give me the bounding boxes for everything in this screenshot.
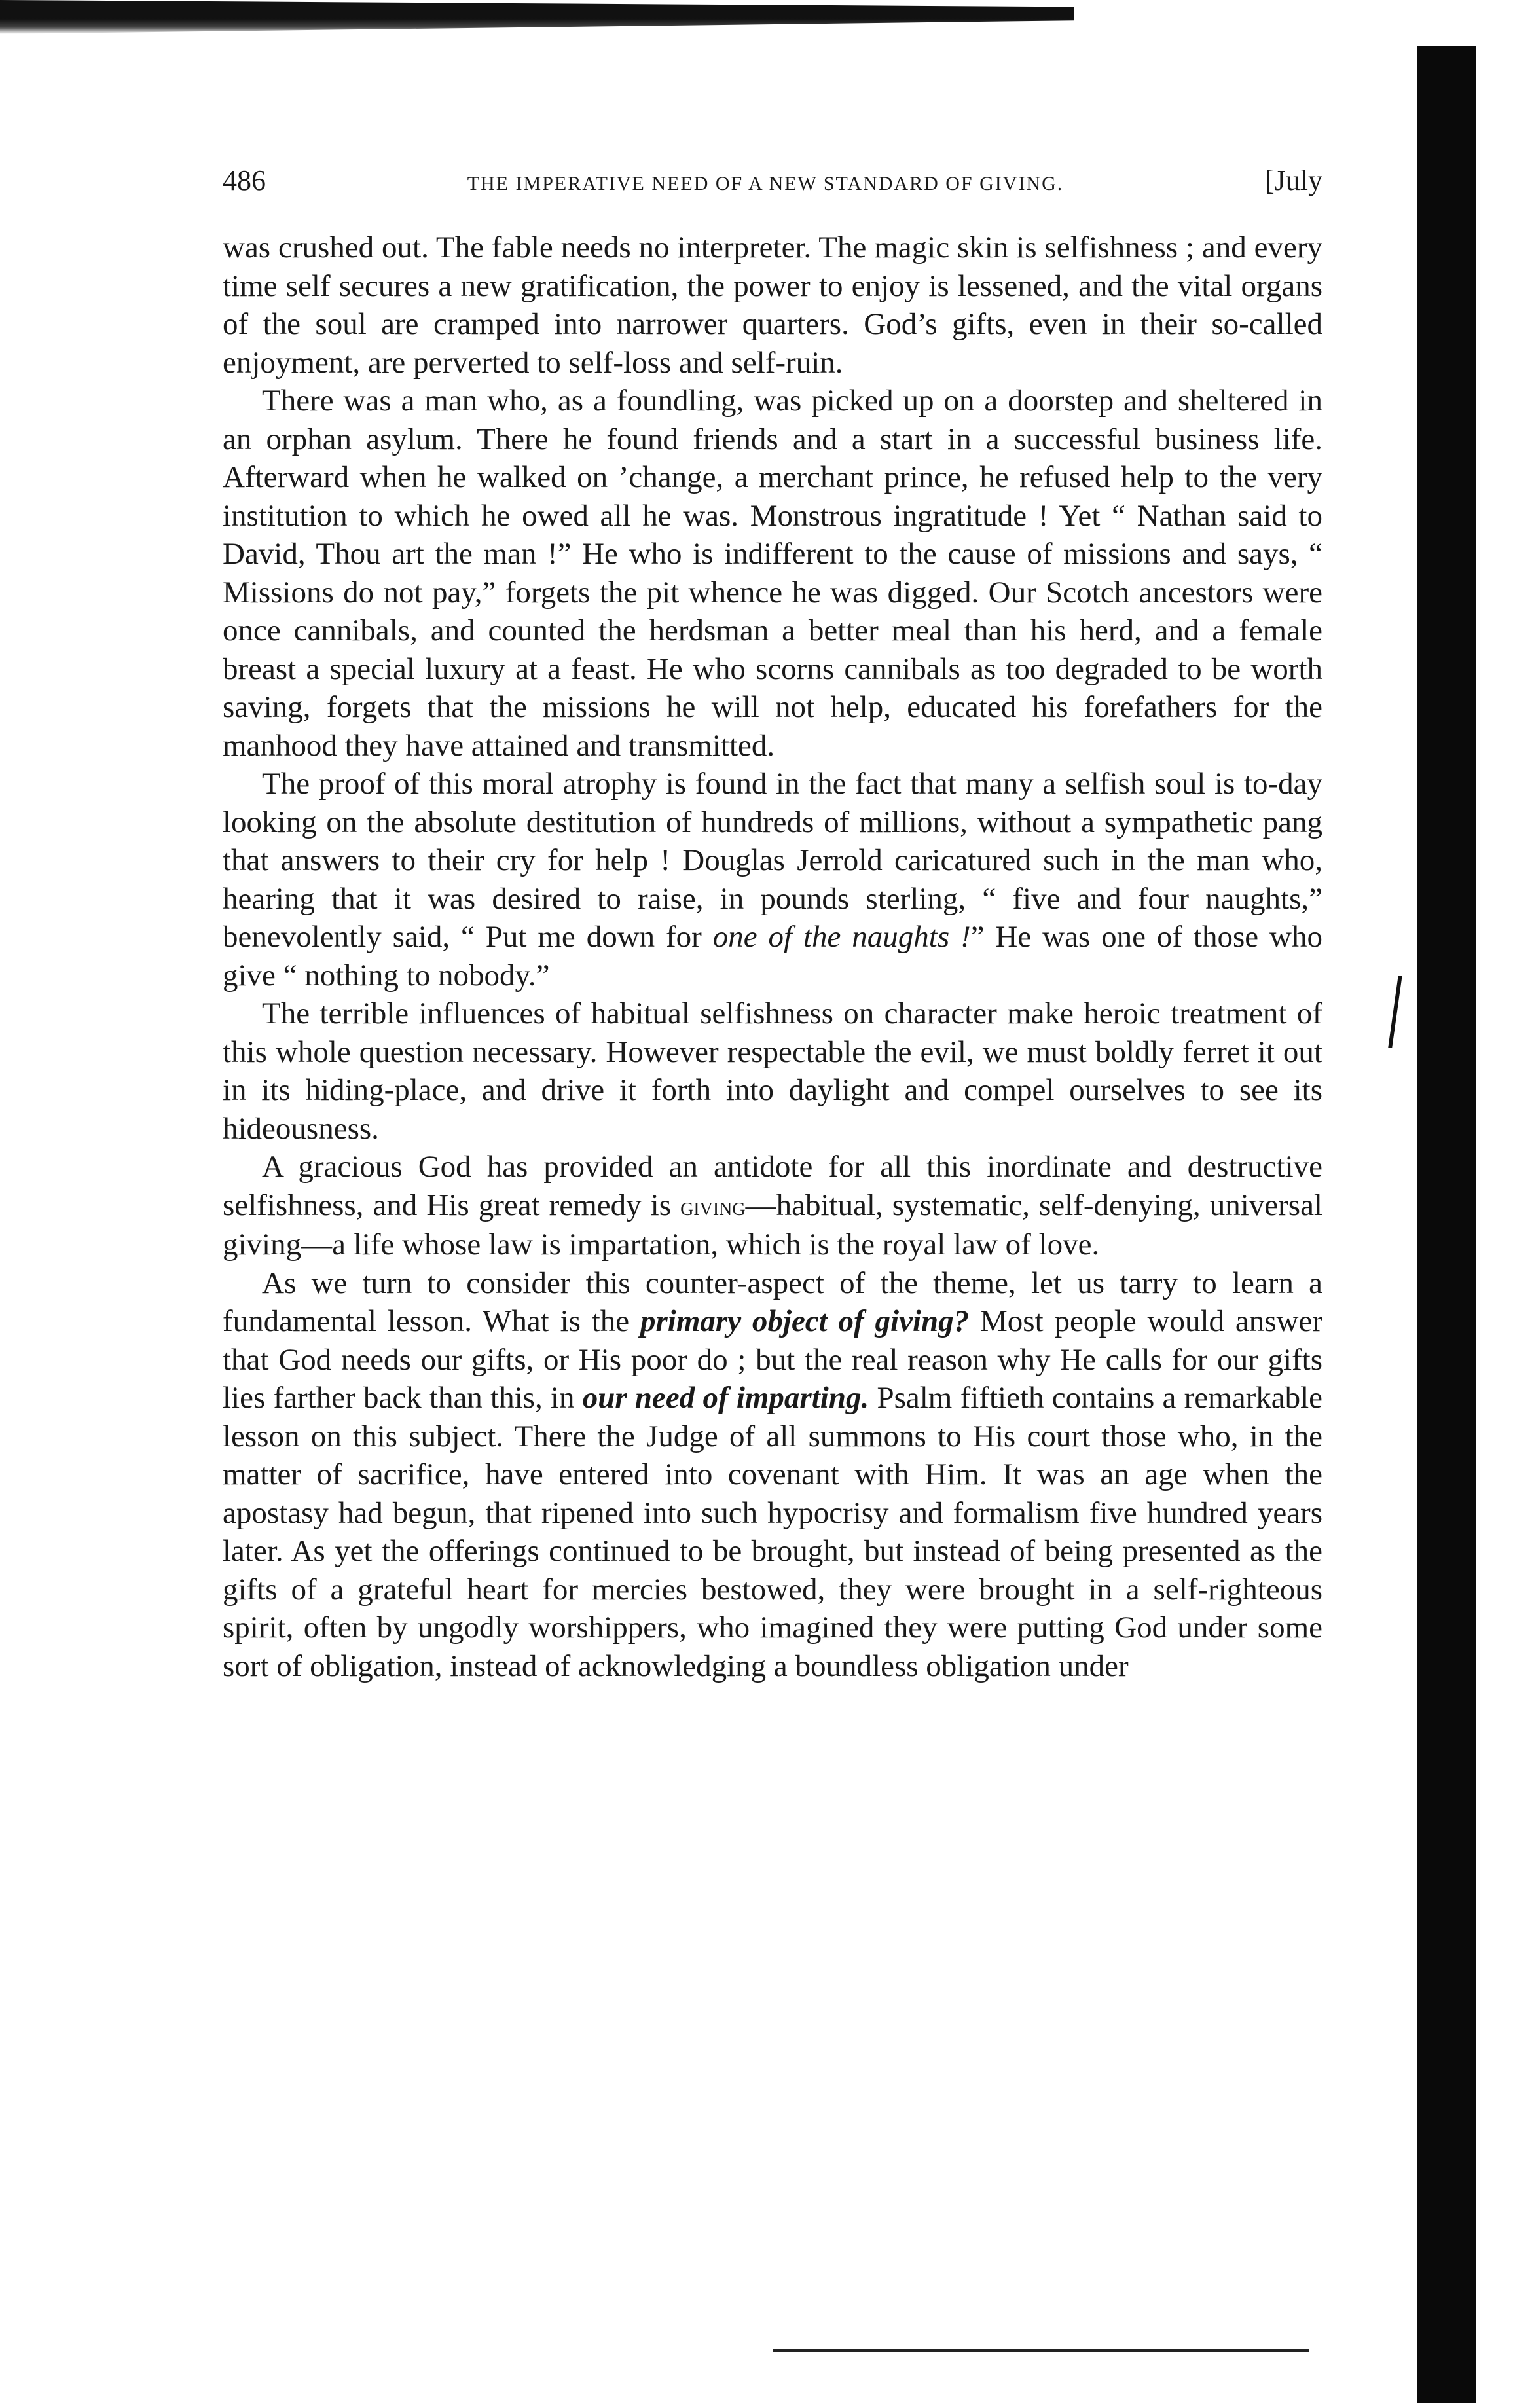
text-run: —habitual, systematic, self-denying, universal giving—a life whose law is impartation, which is the royal law of love. bbox=[223, 1188, 1322, 1262]
text-run: Psalm fiftieth contains a remarkable lesson on this subject. There the Judge of all summons to His court those who, in the matter of sacrifice, have entered into covenant with Him. It was an age when the apostasy had begun, that ripened into such hypocrisy and formalism five hundred years later. As yet the offerings continued to be brought, but instead of being presented as the gifts of a grateful heart for mercies bestowed, they were brought in a self-righteous spirit, often by ungodly worshippers, who imagined they were putting God under some sort of obligation, instead of acknowledging a boundless obligation under bbox=[223, 1381, 1323, 1683]
text-run: The terrible influences of habitual selfishness on character make heroic treatment of this whole question necessary. However respectable the evil, we must boldly ferret it out in its hiding-place, and drive it forth into daylight and compel ourselves to see its hideousness. bbox=[223, 996, 1322, 1146]
paragraph bbox=[223, 765, 1322, 994]
body-text bbox=[223, 228, 1322, 1685]
text-run: As we turn to consider this counter-aspect of the theme, let us tarry to learn a fundamental lesson. What is the bbox=[223, 1266, 1322, 1338]
text-run: was crushed out. The fable needs no interpreter. The magic skin is selfishness ; and every time self secures a new gratification, the power to enjoy is lessened, and the vital organs of the soul are cramped into narrower quarters. God’s gifts, even in their so-called enjoyment, are perverted to self-loss and self-ruin. bbox=[223, 230, 1322, 380]
text-run: There was a man who, as a foundling, was picked up on a doorstep and sheltered in an orphan asylum. There he found friends and a start in a successful business life. Afterward when he walked on ’change, a merchant prince, he refused help to the very institution to which he owed all he was. Monstrous ingratitude ! Yet “ Nathan said to David, Thou art the man !” He who is indifferent to the cause of missions and says, “ Missions do not pay,” forgets the pit whence he was digged. Our Scotch ancestors were once cannibals, and counted the herdsman a better meal than his herd, and a female breast a special luxury at a feast. He who scorns cannibals as too degraded to be worth saving, forgets that the missions he will not help, educated his forefathers for the manhood they have attained and transmitted. bbox=[223, 384, 1322, 763]
scan-border-top bbox=[0, 0, 1074, 34]
running-header bbox=[223, 164, 1322, 197]
paragraph bbox=[223, 1264, 1322, 1686]
emphasis-text: giving bbox=[680, 1191, 746, 1221]
text-run: Most people would answer that God needs our gifts, or His poor do ; but the real reason why He calls for our gifts lies farther back than this, in bbox=[223, 1304, 1322, 1415]
emphasis-text: one of the naughts ! bbox=[712, 920, 971, 954]
running-title: THE IMPERATIVE NEED OF A NEW STANDARD OF GIVING. bbox=[467, 173, 1064, 194]
scan-border-bottom bbox=[773, 2349, 1309, 2352]
paragraph bbox=[223, 994, 1322, 1148]
paragraph bbox=[223, 382, 1322, 765]
text-run: ” He was one of those who give “ nothing to nobody.” bbox=[223, 920, 1322, 993]
emphasis-text: our need of imparting. bbox=[582, 1381, 869, 1415]
page-number: 486 bbox=[223, 164, 266, 196]
text-run: A gracious God has provided an antidote for all this inordinate and destructive selfishness, and His great remedy is bbox=[223, 1150, 1322, 1222]
paragraph bbox=[223, 228, 1322, 382]
issue-month: [July bbox=[1265, 164, 1322, 196]
book-page bbox=[223, 164, 1322, 1685]
text-run: The proof of this moral atrophy is found in the fact that many a selfish soul is to-day looking on the absolute destitution of hundreds of millions, without a sympathetic pang that answers to their cry for help ! Douglas Jerrold caricatured such in the man who, hearing that it was desired to raise, in pounds sterling, “ five and four naughts,” benevolently said, “ Put me down for bbox=[223, 767, 1322, 954]
scan-border-right bbox=[1417, 46, 1476, 2403]
emphasis-text: primary object of giving? bbox=[640, 1304, 970, 1338]
paragraph bbox=[223, 1148, 1322, 1264]
